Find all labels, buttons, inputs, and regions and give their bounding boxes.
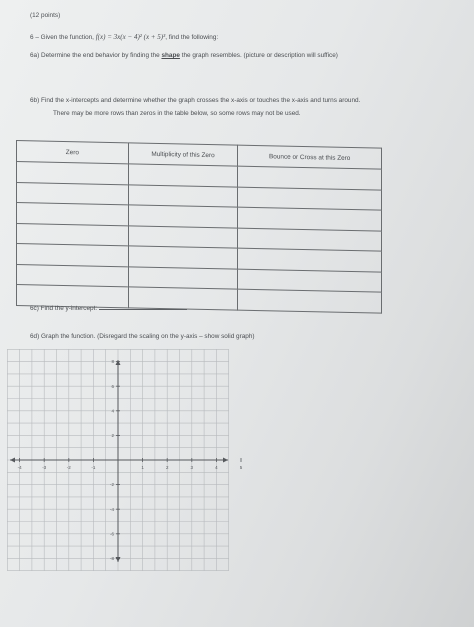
y-tick-label: -2 [109,482,114,488]
question-6a-prefix: 6a) Determine the end behavior by finding the [30,52,160,59]
function-expression: f(x) = 3x(x − 4)² (x + 5)³ [95,33,166,41]
question-6d: 6d) Graph the function. (Disregard the scaling on the y-axis – show solid graph) [30,333,255,340]
header-zero: Zero [17,141,129,164]
shape-keyword: shape [161,52,180,59]
y-tick-label: 4 [111,408,114,414]
intro-suffix: , find the following: [165,34,219,41]
y-tick-label: -8 [109,556,114,561]
y-tick-label: 6 [111,383,114,389]
x-tick-label: 3 [190,465,194,470]
header-bounce-cross: Bounce or Cross at this Zero [238,145,382,169]
question-6c-label: 6c) Find the y-intercept: [30,305,98,312]
axes [10,360,228,562]
x-tick-label: 5 [239,465,243,470]
intro-prefix: 6 – Given the function, [30,34,94,41]
question-6b-note: There may be more rows than zeros in the table below, so some rows may not be used. [53,110,301,117]
y-tick-label: -4 [109,506,114,512]
header-multiplicity: Multiplicity of this Zero [128,143,238,166]
x-tick-label: 2 [165,465,169,470]
x-tick-label: -1 [91,465,96,470]
x-tick-label: 1 [141,465,144,470]
question-6a-suffix: the graph resembles. (picture or description will suffice) [181,52,338,59]
x-tick-label: -2 [66,465,71,470]
question-6b: 6b) Find the x-intercepts and determine whether the graph crosses the x-axis or touches the x-axis and turns around. [30,97,361,104]
x-tick-label: 4 [215,465,218,470]
y-tick-label: -6 [109,531,114,537]
x-tick-label: -4 [17,465,22,470]
y-tick-label: 2 [111,433,114,438]
points-label: (12 points) [30,12,61,19]
y-tick-label: 8 [111,359,114,365]
x-tick-label: -3 [42,465,47,470]
